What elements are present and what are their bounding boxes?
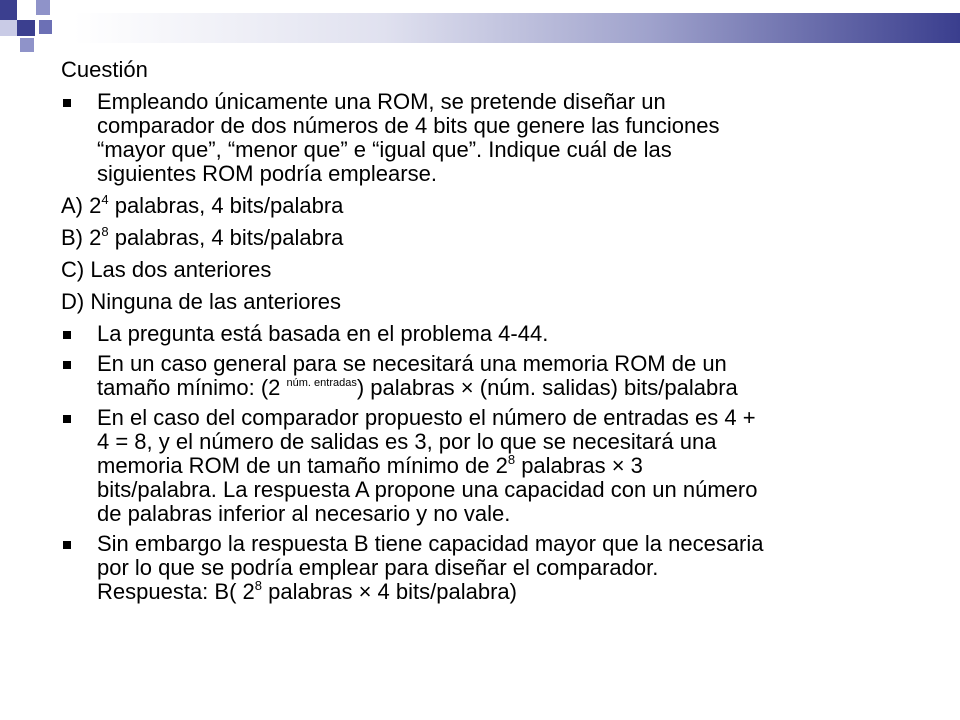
general-case-suffix: ) palabras × (núm. salidas) bits/palabra xyxy=(356,375,738,400)
option-b-suffix: palabras, 4 bits/palabra xyxy=(108,225,344,250)
basis-bullet xyxy=(61,322,941,346)
general-case-bullet xyxy=(61,352,941,400)
deco-square xyxy=(39,20,52,34)
square-bullet-icon xyxy=(63,415,71,423)
comparator-line xyxy=(97,454,941,478)
option-a xyxy=(61,194,941,218)
conclusion-line: por lo que se podría emplear para diseñar el comparador. xyxy=(97,555,659,580)
answer-prefix: Respuesta: B( 2 xyxy=(97,579,255,604)
square-bullet-icon xyxy=(63,541,71,549)
answer-suffix: palabras × 4 bits/palabra) xyxy=(261,579,517,604)
deco-square xyxy=(0,20,17,36)
option-d: D) Ninguna de las anteriores xyxy=(61,289,342,314)
general-case-prefix: tamaño mínimo: (2 xyxy=(97,375,287,400)
question-line: siguientes ROM podría emplearse. xyxy=(97,161,437,186)
general-case-exponent: núm. entradas xyxy=(286,377,357,389)
question-line: comparador de dos números de 4 bits que genere las funciones xyxy=(97,113,720,138)
question-bullet xyxy=(61,90,941,186)
comparator-exponent: 8 xyxy=(507,452,516,467)
general-case-line xyxy=(97,376,941,400)
deco-square xyxy=(36,0,50,15)
comparator-line: bits/palabra. La respuesta A propone una capacidad con un número xyxy=(97,477,758,502)
square-bullet-icon xyxy=(63,361,71,369)
option-c: C) Las dos anteriores xyxy=(61,257,272,282)
comparator-bullet xyxy=(61,406,941,526)
question-line: Empleando únicamente una ROM, se pretende diseñar un xyxy=(97,89,666,114)
title-gradient-bar xyxy=(74,13,960,43)
comparator-line: En el caso del comparador propuesto el número de entradas es 4 + xyxy=(97,405,756,430)
conclusion-bullet xyxy=(61,532,941,604)
comparator-line: 4 = 8, y el número de salidas es 3, por lo que se necesitará una xyxy=(97,429,717,454)
basis-text: La pregunta está basada en el problema 4-44. xyxy=(97,321,549,346)
deco-square xyxy=(0,0,17,20)
square-bullet-icon xyxy=(63,331,71,339)
option-b-prefix: B) 2 xyxy=(61,225,102,250)
answer-exponent: 8 xyxy=(254,578,262,593)
option-a-suffix: palabras, 4 bits/palabra xyxy=(108,193,344,218)
conclusion-line: Sin embargo la respuesta B tiene capacidad mayor que la necesaria xyxy=(97,531,764,556)
question-line: “mayor que”, “menor que” e “igual que”. Indique cuál de las xyxy=(97,137,672,162)
option-a-exponent: 4 xyxy=(101,192,109,207)
slide-content xyxy=(61,50,941,610)
comparator-suffix: palabras × 3 xyxy=(515,453,643,478)
option-b xyxy=(61,226,941,250)
general-case-line: En un caso general para se necesitará una memoria ROM de un xyxy=(97,351,727,376)
deco-square xyxy=(20,38,34,52)
option-b-exponent: 8 xyxy=(101,224,109,239)
slide-heading: Cuestión xyxy=(61,57,148,82)
deco-square xyxy=(17,0,35,20)
comparator-prefix: memoria ROM de un tamaño mínimo de 2 xyxy=(97,453,508,478)
square-bullet-icon xyxy=(63,99,71,107)
option-a-prefix: A) 2 xyxy=(61,193,102,218)
comparator-line: de palabras inferior al necesario y no vale. xyxy=(97,501,511,526)
conclusion-answer xyxy=(97,580,941,604)
deco-square xyxy=(17,20,35,36)
